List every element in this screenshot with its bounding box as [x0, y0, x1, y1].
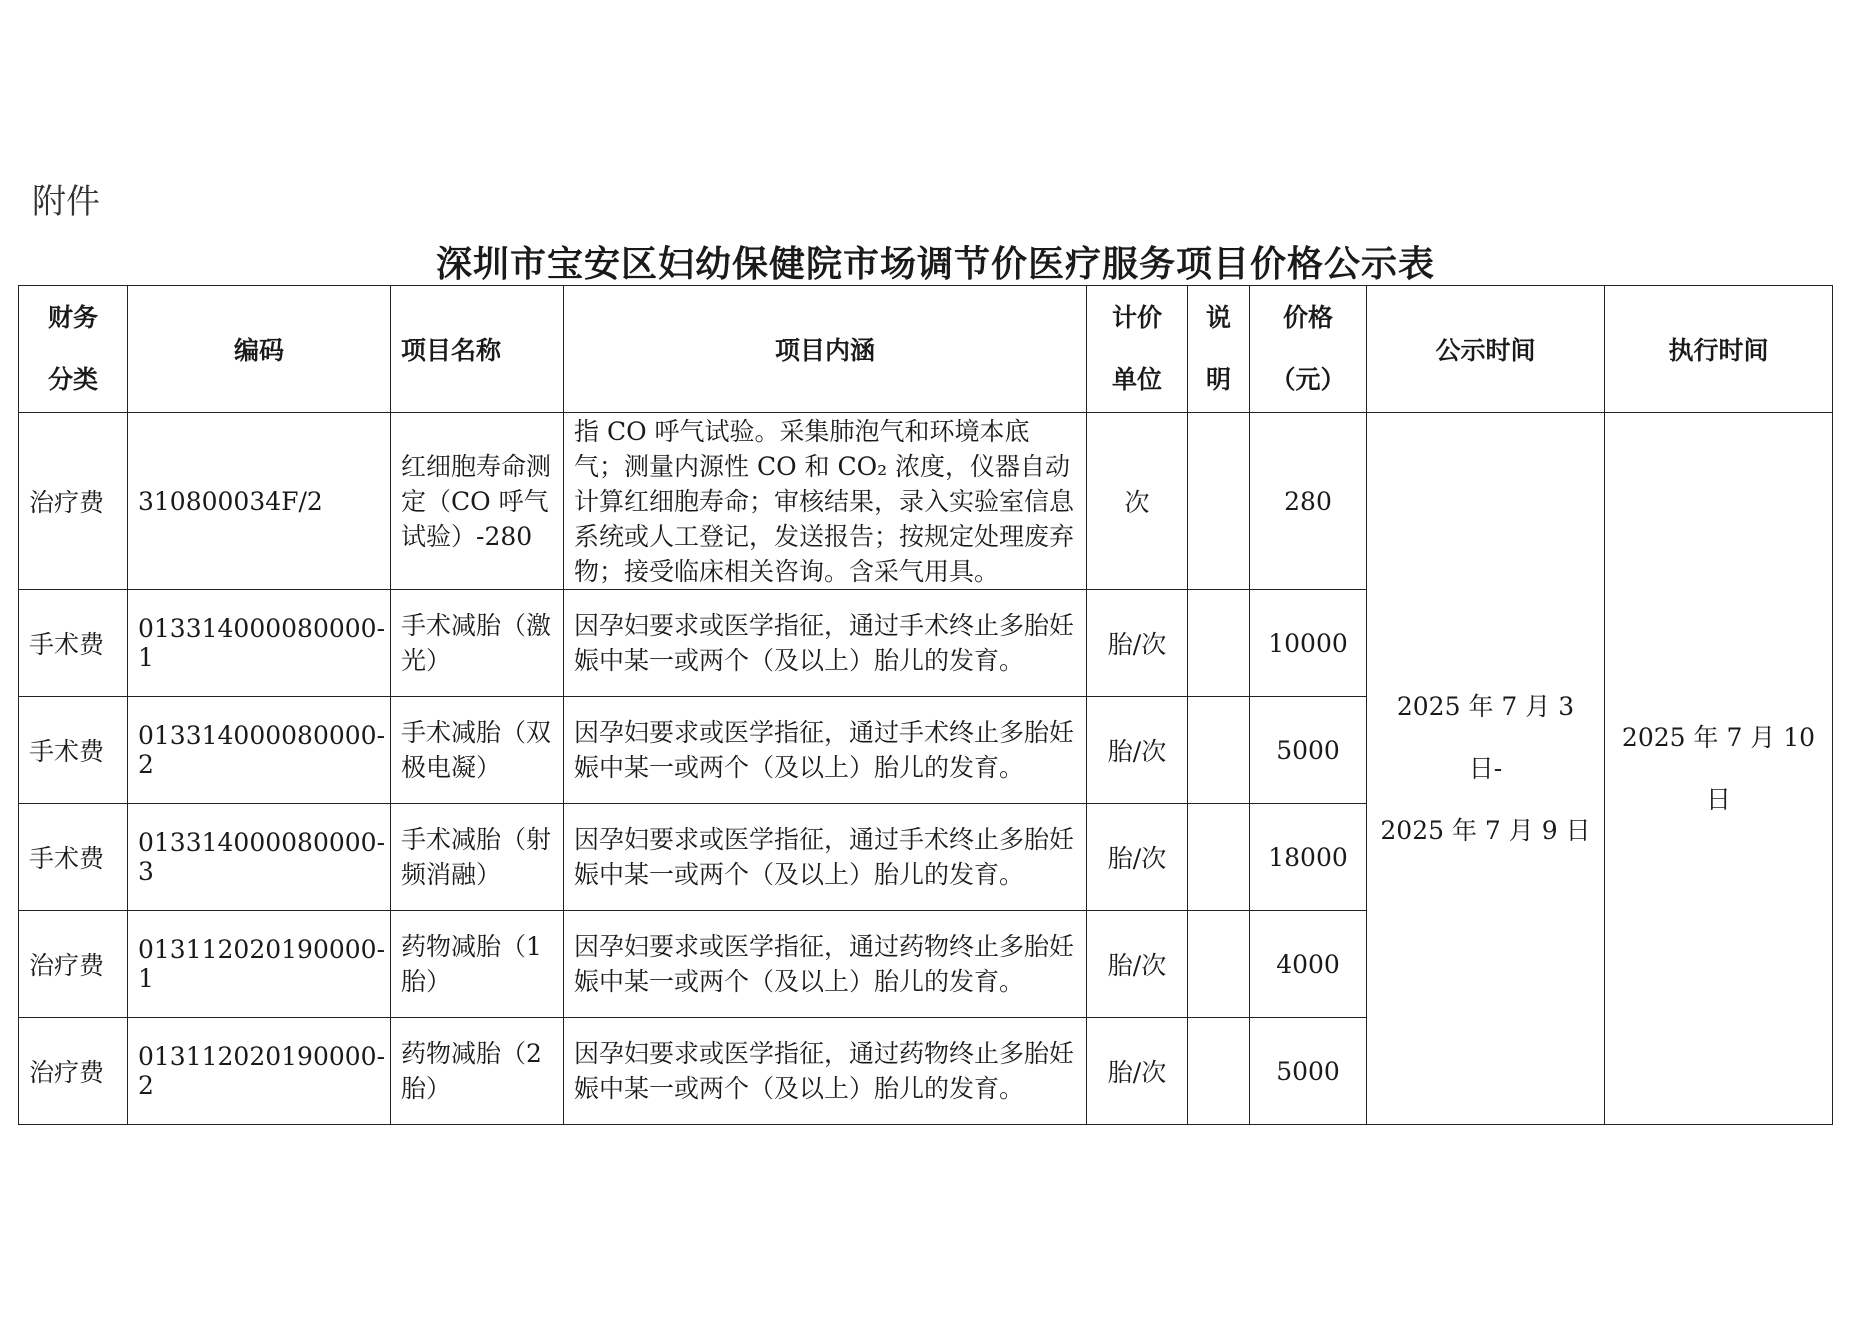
- effective-date: 2025 年 7 月 10 日: [1605, 413, 1833, 1125]
- row-content: 因孕妇要求或医学指征，通过手术终止多胎妊娠中某一或两个（及以上）胎儿的发育。: [564, 804, 1087, 911]
- header-code: 编码: [128, 286, 391, 413]
- row-category: 治疗费: [19, 911, 128, 1018]
- page-title: 深圳市宝安区妇幼保健院市场调节价医疗服务项目价格公示表: [435, 243, 1435, 285]
- row-content: 因孕妇要求或医学指征，通过手术终止多胎妊娠中某一或两个（及以上）胎儿的发育。: [564, 697, 1087, 804]
- row-name: 手术减胎（激光）: [391, 590, 564, 697]
- header-content: 项目内涵: [564, 286, 1087, 413]
- row-note: [1188, 911, 1250, 1018]
- row-price: 18000: [1250, 804, 1367, 911]
- header-price: [1250, 286, 1367, 413]
- row-note: [1188, 697, 1250, 804]
- row-category: 治疗费: [19, 413, 128, 590]
- row-code: 310800034F/2: [128, 413, 391, 590]
- header-note-line1: 说: [1205, 303, 1231, 332]
- row-content: 指 CO 呼气试验。采集肺泡气和环境本底气；测量内源性 CO 和 CO₂ 浓度，仪器自动计算红细胞寿命；审核结果，录入实验室信息系统或人工登记，发送报告；按规定处理废弃物；接受临床相关咨询。含采气用具。: [564, 413, 1087, 590]
- row-name: 药物减胎（2 胎）: [391, 1018, 564, 1125]
- header-unit-line2: 单位: [1111, 365, 1162, 394]
- row-note: [1188, 1018, 1250, 1125]
- publicity-end: 2025 年 7 月 9 日: [1380, 815, 1591, 845]
- publicity-start: 2025 年 7 月 3 日-: [1396, 691, 1575, 783]
- row-note: [1188, 804, 1250, 911]
- header-unit: [1087, 286, 1188, 413]
- header-name: 项目名称: [391, 286, 564, 413]
- row-content: 因孕妇要求或医学指征，通过药物终止多胎妊娠中某一或两个（及以上）胎儿的发育。: [564, 911, 1087, 1018]
- row-name: 手术减胎（双极电凝）: [391, 697, 564, 804]
- header-category-line1: 财务: [47, 303, 98, 332]
- row-unit: 胎/次: [1087, 590, 1188, 697]
- row-unit: 胎/次: [1087, 804, 1188, 911]
- row-category: 手术费: [19, 697, 128, 804]
- table-header-row: [19, 286, 1833, 413]
- row-content: 因孕妇要求或医学指征，通过药物终止多胎妊娠中某一或两个（及以上）胎儿的发育。: [564, 1018, 1087, 1125]
- row-unit: 胎/次: [1087, 697, 1188, 804]
- row-unit: 次: [1087, 413, 1188, 590]
- row-unit: 胎/次: [1087, 1018, 1188, 1125]
- row-note: [1188, 413, 1250, 590]
- row-price: 4000: [1250, 911, 1367, 1018]
- header-price-line2: （元）: [1270, 365, 1346, 394]
- row-price: 10000: [1250, 590, 1367, 697]
- row-category: 治疗费: [19, 1018, 128, 1125]
- header-note: [1188, 286, 1250, 413]
- row-code: 013112020190000-1: [128, 911, 391, 1018]
- row-unit: 胎/次: [1087, 911, 1188, 1018]
- row-price: 5000: [1250, 697, 1367, 804]
- header-category: [19, 286, 128, 413]
- header-publicity: 公示时间: [1367, 286, 1605, 413]
- header-category-line2: 分类: [47, 365, 98, 394]
- row-price: 280: [1250, 413, 1367, 590]
- row-code: 013112020190000-2: [128, 1018, 391, 1125]
- row-name: 药物减胎（1 胎）: [391, 911, 564, 1018]
- publicity-period: [1367, 413, 1605, 1125]
- row-name: 手术减胎（射频消融）: [391, 804, 564, 911]
- row-category: 手术费: [19, 590, 128, 697]
- attachment-label: 附件: [32, 182, 100, 222]
- header-effective: 执行时间: [1605, 286, 1833, 413]
- row-code: 013314000080000-3: [128, 804, 391, 911]
- row-price: 5000: [1250, 1018, 1367, 1125]
- header-note-line2: 明: [1205, 365, 1231, 394]
- header-unit-line1: 计价: [1111, 303, 1162, 332]
- header-price-line1: 价格: [1282, 303, 1333, 332]
- row-code: 013314000080000-2: [128, 697, 391, 804]
- row-code: 013314000080000-1: [128, 590, 391, 697]
- row-note: [1188, 590, 1250, 697]
- row-category: 手术费: [19, 804, 128, 911]
- price-table: [18, 285, 1833, 1125]
- table-row: [19, 413, 1833, 590]
- row-name: 红细胞寿命测定（CO 呼气试验）-280: [391, 413, 564, 590]
- row-content: 因孕妇要求或医学指征，通过手术终止多胎妊娠中某一或两个（及以上）胎儿的发育。: [564, 590, 1087, 697]
